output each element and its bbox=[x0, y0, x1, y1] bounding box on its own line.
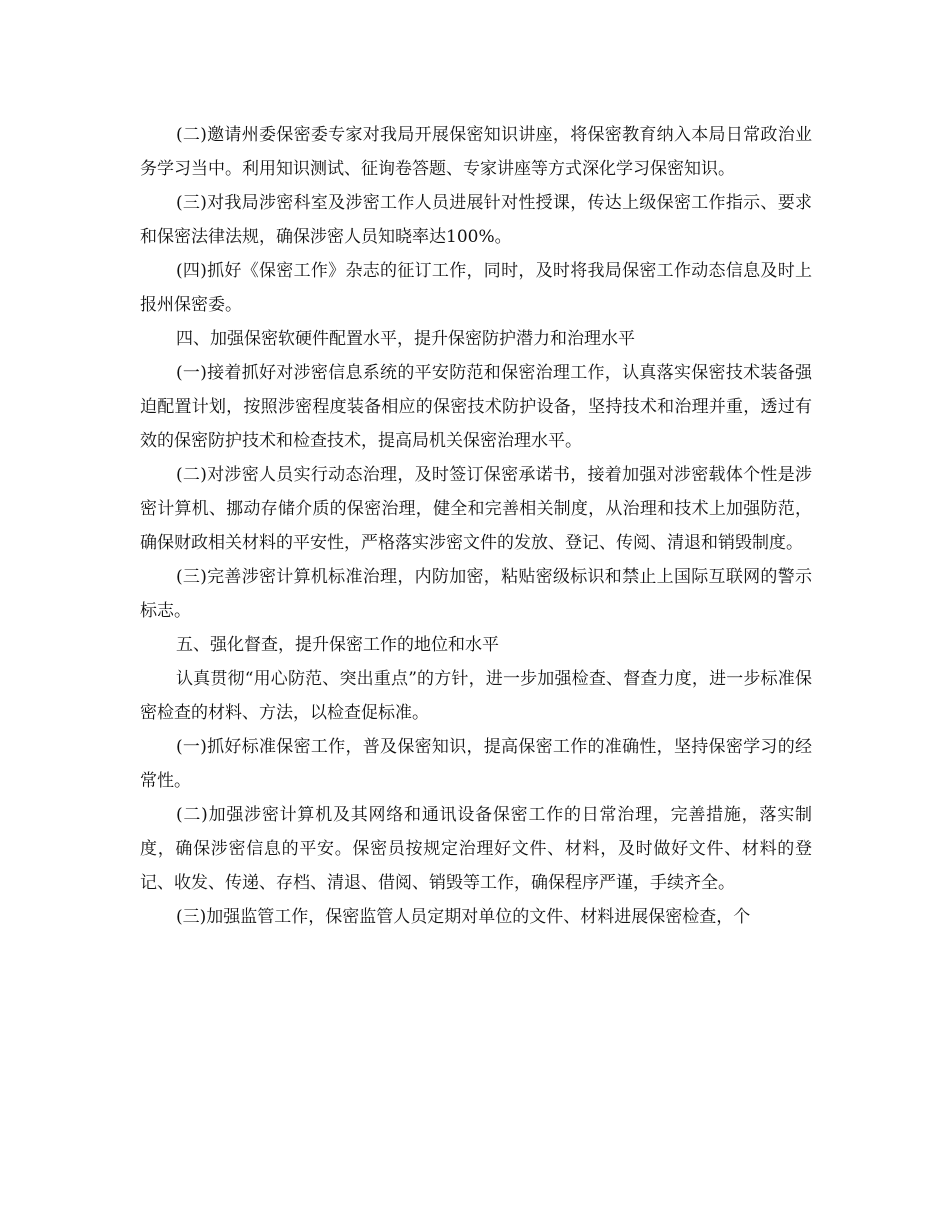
paragraph-3: (四)抓好《保密工作》杂志的征订工作，同时，及时将我局保密工作动态信息及时上报州保密委。 bbox=[140, 261, 812, 315]
paragraph-10: (一)抓好标准保密工作，普及保密知识，提高保密工作的准确性，坚持保密学习的经常性。 bbox=[140, 737, 812, 791]
section-heading-5: 五、强化督查，提升保密工作的地位和水平 bbox=[176, 635, 499, 655]
paragraph-7: (三)完善涉密计算机标准治理，内防加密，粘贴密级标识和禁止上国际互联网的警示标志。 bbox=[140, 567, 812, 621]
paragraph-1: (二)邀请州委保密委专家对我局开展保密知识讲座，将保密教育纳入本局日常政治业务学习当中。利用知识测试、征询卷答题、专家讲座等方式深化学习保密知识。 bbox=[140, 125, 812, 179]
paragraph-5: (一)接着抓好对涉密信息系统的平安防范和保密治理工作，认真落实保密技术装备强迫配置计划，按照涉密程度装备相应的保密技术防护设备，坚持技术和治理并重，透过有效的保密防护技术和检查技术，提高局机关保密治理水平。 bbox=[140, 363, 812, 451]
paragraph-2: (三)对我局涉密科室及涉密工作人员进展针对性授课，传达上级保密工作指示、要求和保密法律法规，确保涉密人员知晓率达100%。 bbox=[140, 193, 812, 247]
paragraph-9: 认真贯彻“用心防范、突出重点”的方针，进一步加强检查、督查力度，进一步标准保密检查的材料、方法，以检查促标准。 bbox=[140, 669, 812, 723]
paragraph-12: (三)加强监管工作，保密监管人员定期对单位的文件、材料进展保密检查，个 bbox=[176, 907, 751, 927]
paragraph-11: (二)加强涉密计算机及其网络和通讯设备保密工作的日常治理，完善措施，落实制度，确保涉密信息的平安。保密员按规定治理好文件、材料，及时做好文件、材料的登记、收发、传递、存档、清退、借阅、销毁等工作，确保程序严谨，手续齐全。 bbox=[140, 805, 812, 893]
document-page bbox=[140, 118, 812, 934]
paragraph-6: (二)对涉密人员实行动态治理，及时签订保密承诺书，接着加强对涉密载体个性是涉密计算机、挪动存储介质的保密治理，健全和完善相关制度，从治理和技术上加强防范，确保财政相关材料的平安性，严格落实涉密文件的发放、登记、传阅、清退和销毁制度。 bbox=[140, 465, 812, 553]
section-heading-4: 四、加强保密软硬件配置水平，提升保密防护潜力和治理水平 bbox=[176, 329, 635, 349]
